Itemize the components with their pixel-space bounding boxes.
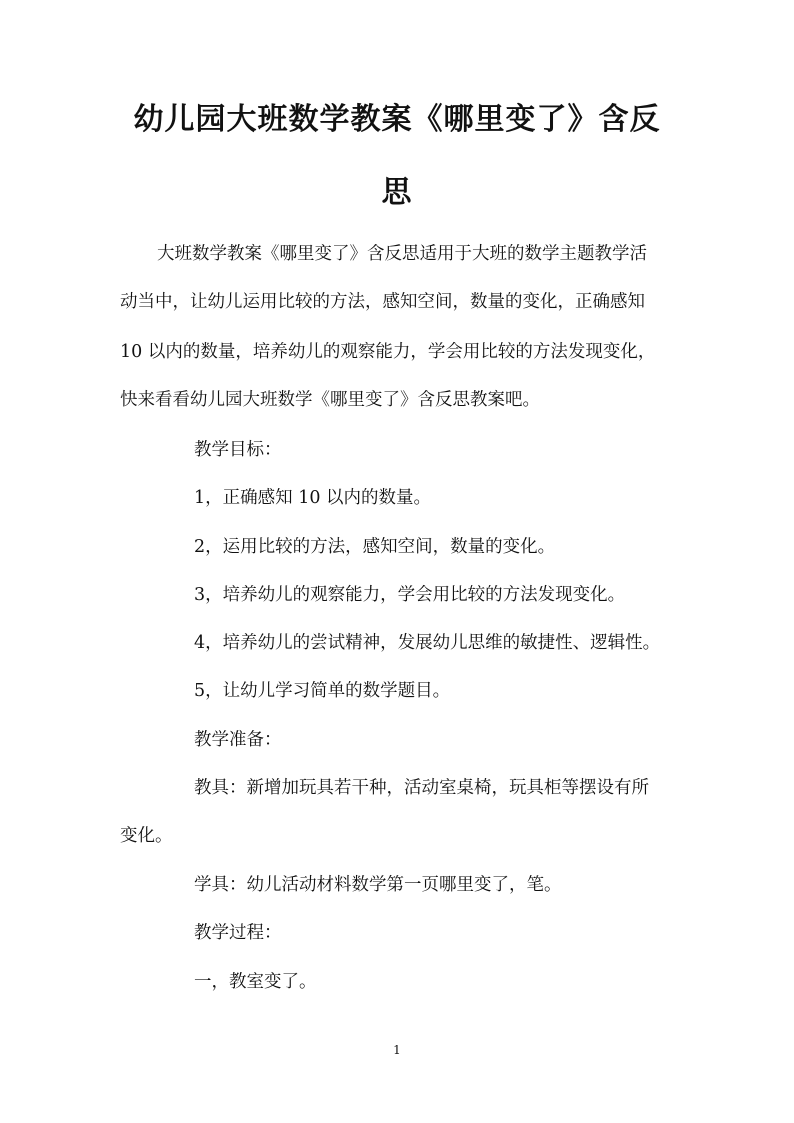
document-title-line-1: 幼儿园大班数学教案《哪里变了》含反 bbox=[133, 102, 661, 137]
intro-line-1: 大班数学教案《哪里变了》含反思适用于大班的数学主题教学活 bbox=[157, 244, 647, 264]
goal-item-1: 1，正确感知 10 以内的数量。 bbox=[194, 488, 432, 508]
goal-item-3: 3，培养幼儿的观察能力，学会用比较的方法发现变化。 bbox=[194, 585, 626, 605]
document-title-line-2: 思 bbox=[381, 175, 413, 210]
goal-item-2: 2，运用比较的方法，感知空间，数量的变化。 bbox=[194, 537, 556, 557]
intro-line-2: 动当中，让幼儿运用比较的方法，感知空间，数量的变化，正确感知 bbox=[120, 292, 645, 312]
intro-line-3: 10 以内的数量，培养幼儿的观察能力，学会用比较的方法发现变化， bbox=[120, 342, 656, 362]
process-heading: 教学过程： bbox=[194, 923, 282, 943]
prep-teacher-line-2: 变化。 bbox=[120, 826, 173, 846]
goal-item-4: 4，培养幼儿的尝试精神，发展幼儿思维的敏捷性、逻辑性。 bbox=[194, 633, 661, 653]
process-step-1: 一，教室变了。 bbox=[194, 972, 317, 992]
goals-heading: 教学目标： bbox=[194, 440, 282, 460]
intro-line-4: 快来看看幼儿园大班数学《哪里变了》含反思教案吧。 bbox=[120, 390, 540, 410]
prep-heading: 教学准备： bbox=[194, 730, 282, 750]
goal-item-5: 5，让幼儿学习简单的数学题目。 bbox=[194, 681, 451, 701]
prep-teacher-line-1: 教具：新增加玩具若干种，活动室桌椅，玩具柜等摆设有所 bbox=[194, 778, 649, 798]
prep-student: 学具：幼儿活动材料数学第一页哪里变了，笔。 bbox=[194, 875, 562, 895]
page-number: 1 bbox=[393, 1043, 401, 1057]
